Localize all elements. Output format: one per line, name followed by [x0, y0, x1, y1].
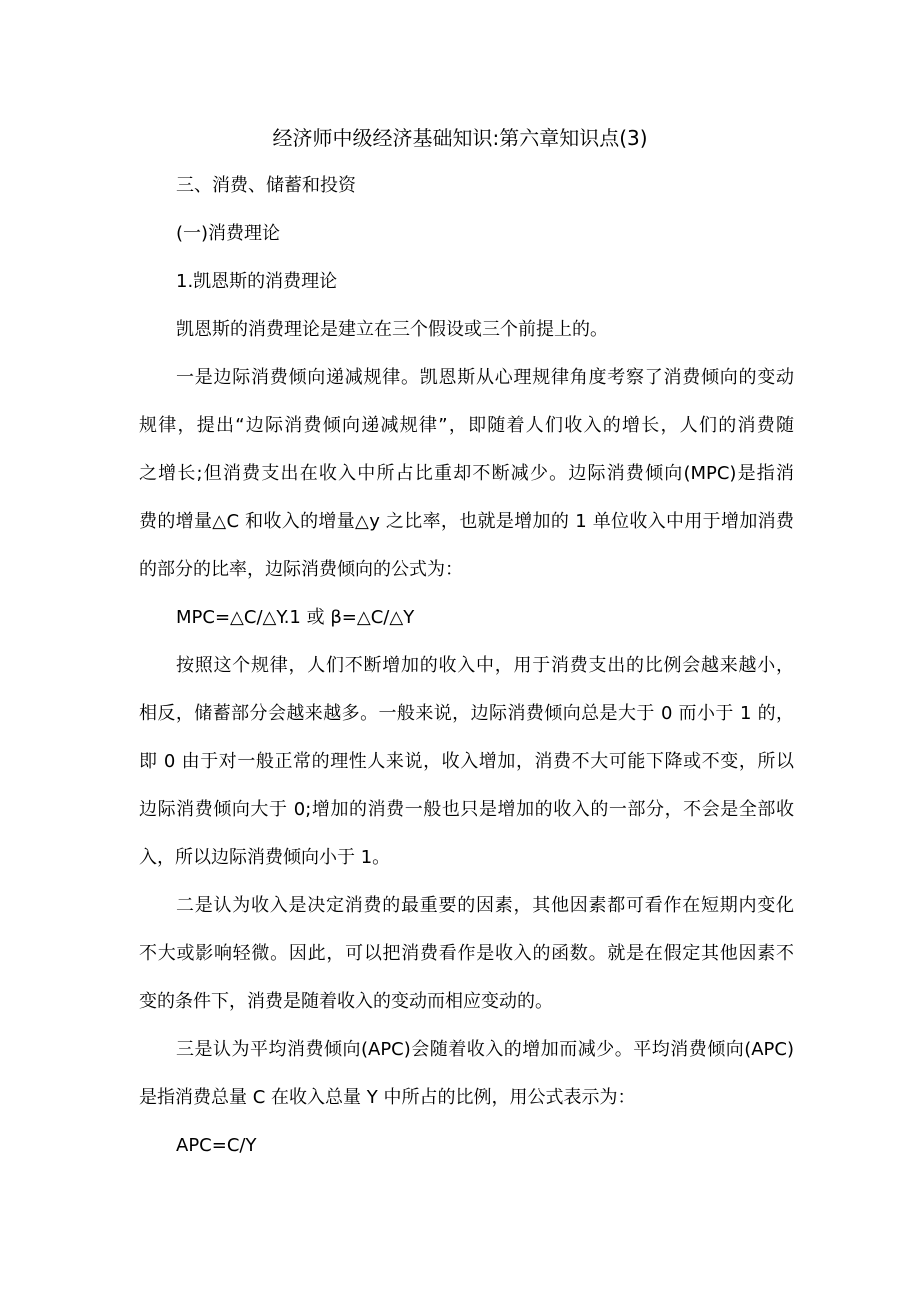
paragraph-line: 的部分的比率，边际消费倾向的公式为： [139, 559, 463, 580]
paragraph-line: 一是边际消费倾向递减规律。凯恩斯从心理规律角度考察了消费倾向的变动 [176, 367, 794, 388]
formula-line: MPC=△C/△Y.1 或 β=△C/△Y [176, 607, 415, 628]
topic-heading: 1.凯恩斯的消费理论 [176, 271, 338, 292]
section-heading: 三、消费、储蓄和投资 [176, 175, 356, 196]
paragraph-line: 三是认为平均消费倾向(APC)会随着收入的增加而减少。平均消费倾向(APC) [176, 1039, 794, 1060]
formula-line: APC=C/Y [176, 1135, 257, 1156]
subsection-heading: (一)消费理论 [176, 223, 281, 244]
paragraph-line: 规律，提出“边际消费倾向递减规律”，即随着人们收入的增长，人们的消费随 [139, 415, 794, 436]
paragraph-line: 凯恩斯的消费理论是建立在三个假设或三个前提上的。 [176, 319, 608, 340]
paragraph-line: 之增长;但消费支出在收入中所占比重却不断减少。边际消费倾向(MPC)是指消 [139, 463, 794, 484]
paragraph-line: 是指消费总量 C 在收入总量 Y 中所占的比例，用公式表示为： [139, 1087, 636, 1108]
paragraph-line: 不大或影响轻微。因此，可以把消费看作是收入的函数。就是在假定其他因素不 [139, 943, 794, 964]
document-title: 经济师中级经济基础知识:第六章知识点(3) [272, 126, 648, 150]
paragraph-line: 边际消费倾向大于 0;增加的消费一般也只是增加的收入的一部分，不会是全部收 [139, 799, 794, 820]
paragraph-line: 即 0 由于对一般正常的理性人来说，收入增加，消费不大可能下降或不变，所以 [139, 751, 794, 772]
paragraph-line: 费的增量△C 和收入的增量△y 之比率，也就是增加的 1 单位收入中用于增加消费 [139, 511, 794, 532]
paragraph-line: 入，所以边际消费倾向小于 1。 [139, 847, 391, 868]
paragraph-line: 变的条件下，消费是随着收入的变动而相应变动的。 [139, 991, 553, 1012]
paragraph-line: 按照这个规律，人们不断增加的收入中，用于消费支出的比例会越来越小， [176, 655, 794, 676]
paragraph-line: 相反，储蓄部分会越来越多。一般来说，边际消费倾向总是大于 0 而小于 1 的， [139, 703, 794, 724]
paragraph-line: 二是认为收入是决定消费的最重要的因素，其他因素都可看作在短期内变化 [176, 895, 794, 916]
